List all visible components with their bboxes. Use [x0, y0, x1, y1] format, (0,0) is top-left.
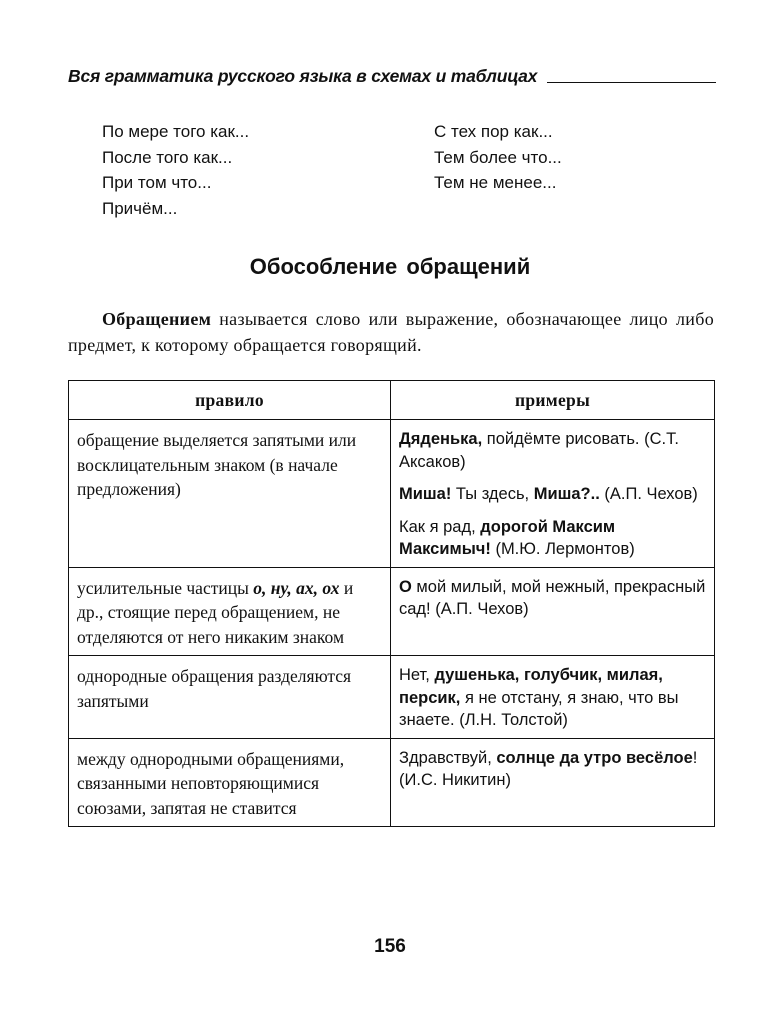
examples-cell	[391, 656, 715, 739]
example-text: мой милый, мой нежный, прекрасный сад! (А.П. Чехов)	[399, 577, 706, 618]
rule-text: между однородными обращениями, связанными неповторяющимися союзами, запятая не ставится	[77, 748, 345, 818]
rule-cell	[69, 656, 391, 739]
page-number: 156	[374, 936, 406, 957]
rule-text: и др., стоящие перед обращением, не отделяются от него никаким знаком	[77, 577, 354, 647]
example-sentence	[399, 428, 708, 473]
conjunction-column-right	[434, 119, 562, 196]
address-highlight: Дяденька,	[399, 430, 483, 448]
rule-cell	[69, 567, 391, 656]
example-text: (М.Ю. Лермонтов)	[490, 540, 635, 558]
table-row	[69, 567, 715, 656]
example-sentence	[399, 576, 708, 621]
section-title: Обособление обращений	[249, 254, 531, 279]
example-sentence	[399, 516, 708, 561]
example-text: Нет,	[399, 666, 435, 684]
address-highlight: душенька, голубчик, милая, персик,	[399, 666, 663, 707]
definition-paragraph	[68, 306, 714, 358]
address-highlight: Миша!	[399, 485, 452, 503]
conjunction-item: Тем не менее...	[434, 173, 557, 192]
address-highlight: О	[399, 577, 412, 596]
rules-table	[68, 380, 715, 827]
examples-cell	[391, 567, 715, 656]
header-rule	[547, 82, 716, 83]
example-text: Как я рад,	[399, 517, 481, 536]
example-text: Здравствуй,	[399, 748, 497, 767]
conjunction-item: После того как...	[102, 147, 233, 167]
rule-text: однородные обращения разделяются запятыми	[77, 666, 352, 711]
rule-cell	[69, 738, 391, 827]
rule-cell	[69, 420, 391, 568]
example-sentence	[399, 483, 708, 506]
definition-text: называется слово или выражение, обозначающее лицо либо предмет, к которому обращается говорящий.	[68, 309, 714, 355]
address-highlight: солнце да утро весёлое	[496, 748, 693, 767]
example-text: ! (И.С. Никитин)	[399, 748, 698, 789]
conjunction-item: По мере того как...	[102, 122, 250, 141]
examples-cell	[391, 738, 715, 827]
particle-list: о, ну, ах, ох	[253, 577, 340, 598]
example-text: (А.П. Чехов)	[599, 485, 698, 503]
definition-term: Обращением	[102, 309, 212, 329]
rule-text: обращение выделяется запятыми или восклицательным знаком (в начале предложения)	[77, 430, 357, 499]
example-text: я не отстану, я знаю, что вы знаете. (Л.Н. Толстой)	[399, 688, 679, 729]
column-header-rule: правило	[69, 381, 391, 420]
conjunction-item: Тем более что...	[434, 147, 562, 167]
example-sentence	[399, 664, 708, 732]
example-text: пойдёмте рисовать. (С.Т. Аксаков)	[399, 430, 679, 471]
conjunction-item: При том что...	[102, 173, 212, 192]
table-header-row	[69, 381, 715, 420]
example-sentence	[399, 747, 708, 792]
address-highlight: Миша?..	[533, 485, 600, 503]
table-row	[69, 738, 715, 827]
book-title: Вся грамматика русского языка в схемах и таблицах	[68, 66, 538, 86]
example-text: Ты здесь,	[451, 485, 534, 503]
running-header	[68, 66, 716, 87]
table-row	[69, 656, 715, 739]
conjunction-column-left	[102, 119, 249, 221]
conjunction-item: Причём...	[102, 198, 178, 218]
conjunction-item: С тех пор как...	[434, 122, 553, 141]
table-row	[69, 420, 715, 568]
address-highlight: дорогой Максим Максимыч!	[399, 517, 616, 558]
examples-cell	[391, 420, 715, 568]
rule-text: усилительные частицы	[77, 577, 254, 598]
column-header-examples: примеры	[391, 381, 715, 420]
